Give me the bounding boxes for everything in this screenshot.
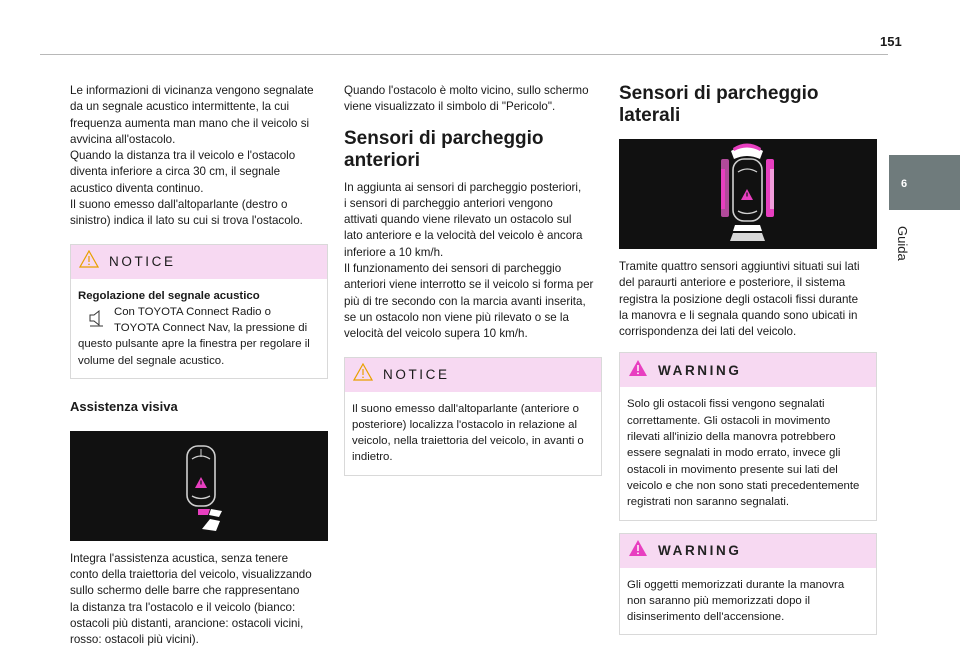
warning-body <box>620 568 876 635</box>
notice-body <box>71 279 327 378</box>
warning-title: WARNING <box>658 543 742 559</box>
warning-box-memorized-objects <box>619 533 877 636</box>
warning-triangle-filled-icon <box>628 539 648 562</box>
warning-box-fixed-obstacles <box>619 352 877 520</box>
notice-header <box>345 358 601 392</box>
front-sensors-body: In aggiunta ai sensori di parcheggio posteriori, i sensori di parcheggio anteriori vengono attivati quando viene rilevato un ostacolo sul lato anteriore e la velocità del veicolo è ancora inferiore a 10 km/h. Il funzionamento dei sensori di parcheggio anteriori viene interrotto se il veicolo si forma per più di tre secondo con la marcia avanti inserita, se un ostacolo non viene più rilevato o se la velocità del veicolo supera 10 km/h. <box>344 180 594 341</box>
visual-assist-screen-image <box>70 431 328 541</box>
warning-triangle-filled-icon <box>628 359 648 382</box>
column-3 <box>619 83 877 635</box>
warning-header <box>620 534 876 568</box>
notice-sound-row <box>78 304 321 337</box>
column-1 <box>70 83 328 649</box>
section-heading-visual-assist: Assistenza visiva <box>70 398 178 414</box>
notice-box-speaker <box>344 357 602 476</box>
notice-line-1: Con TOYOTA Connect Radio o <box>114 305 272 318</box>
notice-rest-text: questo pulsante apre la finestra per regolare il volume del segnale acustico. <box>78 338 310 367</box>
warning-triangle-outline-icon <box>353 363 373 386</box>
speaker-sound-icon <box>78 304 114 328</box>
notice-header <box>71 245 327 279</box>
page-number: 151 <box>880 34 902 49</box>
proximity-intro-text: Le informazioni di vicinanza vengono segnalate da un segnale acustico intermittente, la cui frequenza aumenta man mano che il veicolo si avvicina all'ostacolo. Quando la distanza tra il veicolo e l'ostacolo diventa inferiore a circa 30 cm, il segnale acustico diventa continuo. Il suono emesso dall'altoparlante (destro o sinistro) indica il lato su cui si trova l'ostacolo. <box>70 84 314 228</box>
visual-assist-caption: Integra l'assistenza acustica, senza tenere conto della traiettoria del veicolo, visualizzando sullo schermo delle barre che rappresentano la distanza tra l'ostacolo e il veicolo (bianco: ostacoli più distanti, arancione: ostacoli vicini, rosso: ostacoli più vicini). <box>70 551 312 647</box>
section-heading-front-sensors: Sensori di parcheggio anteriori <box>344 127 544 171</box>
warning-body <box>620 387 876 519</box>
notice-box-acoustic <box>70 244 328 379</box>
side-sensors-caption: Tramite quattro sensori aggiuntivi situati sui lati del paraurti anteriore e posteriore, il sistema registra la posizione degli ostacoli fissi durante la manovra e li segnala quando sono ubicati in corrispondenza dei lati del veicolo. <box>619 260 860 339</box>
section-heading-side-sensors: Sensori di parcheggio laterali <box>619 83 819 126</box>
warning-triangle-outline-icon <box>79 250 99 273</box>
notice-title: NOTICE <box>383 367 450 383</box>
header-divider <box>40 54 888 55</box>
car-top-view-icon <box>70 431 328 541</box>
notice-line-2: TOYOTA Connect Nav, la pressione di <box>114 321 308 334</box>
danger-symbol-text: Quando l'ostacolo è molto vicino, sullo schermo viene visualizzato il simbolo di "Pericolo". <box>344 84 589 114</box>
warning-text: Solo gli ostacoli fissi vengono segnalati correttamente. Gli ostacoli in movimento rilevati all'inizio della manovra potrebbero essere segnalati in modo errato, invece gli ostacoli in movimento presente sui lati del veicolo e che non sono stati precedentemente registrati non saranno segnalati. <box>627 398 860 509</box>
warning-header <box>620 353 876 387</box>
notice-subtitle: Regolazione del segnale acustico <box>78 289 260 302</box>
car-side-sensors-icon <box>619 139 877 249</box>
warning-title: WARNING <box>658 362 742 378</box>
side-sensors-screen-image <box>619 139 877 249</box>
notice-title: NOTICE <box>109 254 176 270</box>
notice-body <box>345 392 601 475</box>
chapter-number: 6 <box>900 178 908 190</box>
chapter-label: Guida <box>895 226 910 261</box>
column-2 <box>344 83 602 476</box>
notice-text: Il suono emesso dall'altoparlante (anteriore o posteriore) localizza l'ostacolo in relazione al veicolo, nella traiettoria del veicolo, in avanti o indietro. <box>352 402 584 464</box>
warning-text: Gli oggetti memorizzati durante la manovra non saranno più memorizzati dopo il disinserimento dell'accensione. <box>627 578 845 624</box>
